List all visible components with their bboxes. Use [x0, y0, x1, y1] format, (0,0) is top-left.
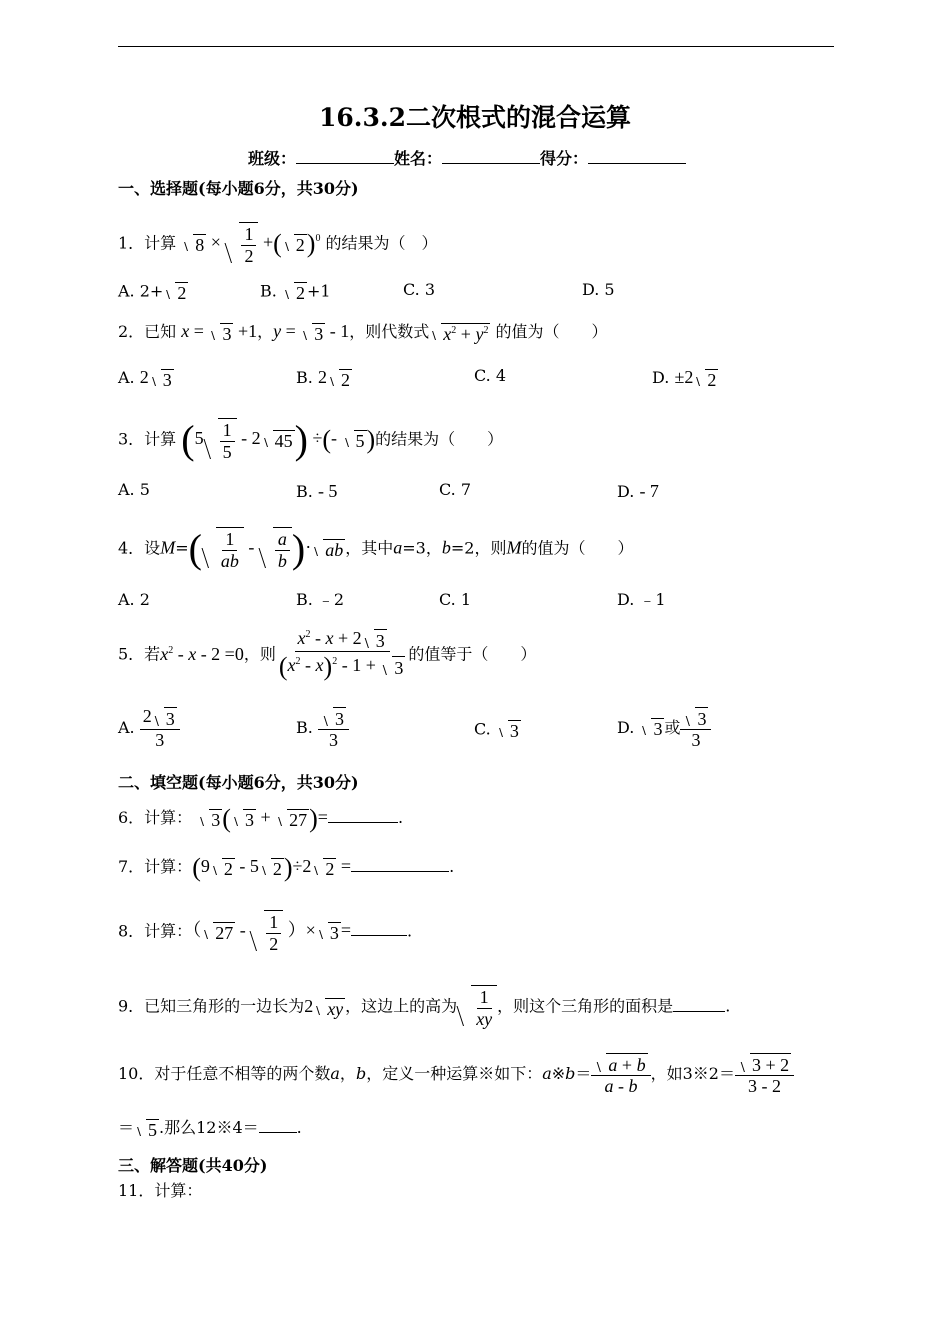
q3-option-c[interactable]: C. 7	[439, 480, 472, 499]
q5-option-d[interactable]: D. 3 或 $\frac{3}{3}$	[617, 706, 711, 751]
q5-option-c[interactable]: C. 3	[474, 719, 519, 741]
question-11: 11．计算：	[118, 1181, 203, 1200]
q4-option-b[interactable]: B. ﹣2	[296, 590, 345, 609]
name-label: 姓名：	[394, 149, 443, 168]
q3-option-d[interactable]: D. - 7	[617, 481, 659, 501]
q7-answer-blank[interactable]	[351, 857, 449, 872]
header-rule	[118, 46, 834, 47]
question-2: 2．已知 x = 3 +1，y = 3 - 1，则代数式 $x^2 + y^2$ 的值为（ ）	[118, 321, 608, 344]
question-6: 6．计算： 3( 3 + 27)= .	[118, 804, 404, 833]
question-9: 9．已知三角形的一边长为2 xy ，这边上的高为 $\frac{1}{xy}$ ，则这个三角形的面积是 .	[118, 987, 731, 1029]
question-8: 8．计算：（ 27 - $\frac{1}{2}$ ）× 3 = .	[118, 912, 413, 954]
question-4: 4．设M=( $\frac{1}{ab}$ - $\frac{a}{b}$ )· ab ，其中a=3，b=2，则M的值为（ ）	[118, 526, 634, 572]
q2-option-d[interactable]: D. ±2 2	[652, 367, 717, 390]
q2-option-b[interactable]: B. 2 2	[296, 367, 350, 390]
class-blank[interactable]	[296, 149, 394, 164]
q3-option-a[interactable]: A. 5	[118, 480, 150, 499]
q1-option-d[interactable]: D. 5	[582, 280, 615, 299]
question-3: 3．计算 (5 $\frac{1}{5}$ - 2 45) ÷(- 5)的结果为（ ）	[118, 417, 504, 463]
q5-option-b[interactable]: B. $\frac{3}{3}$	[296, 706, 349, 751]
score-label: 得分：	[540, 149, 589, 168]
score-blank[interactable]	[588, 149, 686, 164]
q10-answer-blank[interactable]	[259, 1118, 297, 1133]
q1-option-c[interactable]: C. 3	[403, 280, 436, 299]
question-10-line-2: ＝ 5 .那么12※4＝ .	[118, 1118, 302, 1140]
name-blank[interactable]	[442, 149, 540, 164]
question-5: 5．若$x^2 - x - 2 =0$，则 $\frac{x^2 - x + 2 3}{(x^2 - x)^2 - 1 + 3}$ 的值等于（ ）	[118, 628, 537, 682]
q8-answer-blank[interactable]	[351, 921, 407, 936]
q2-option-c[interactable]: C. 4	[474, 366, 507, 385]
q4-option-a[interactable]: A. 2	[118, 590, 150, 609]
question-7: 7．计算：(9 2 - 5 2)÷2 2 = .	[118, 853, 455, 882]
page-title: 16.3.2二次根式的混合运算	[319, 103, 631, 132]
q5-option-a[interactable]: A. $\frac{2 3}{3}$	[118, 706, 180, 751]
q9-answer-blank[interactable]	[673, 997, 725, 1012]
question-1: 1．计算 8 × $\frac{1}{2}$ +( 2)$^0$ 的结果为（ ）	[118, 224, 438, 266]
student-info-line	[248, 146, 686, 169]
section-heading-solve: 三、解答题(共40分)	[118, 1156, 268, 1175]
section-heading-fill: 二、填空题(每小题6分，共30分)	[118, 773, 359, 792]
q2-option-a[interactable]: A. 2 3	[118, 367, 172, 390]
class-label: 班级：	[248, 149, 297, 168]
q4-option-d[interactable]: D. ﹣1	[617, 590, 666, 609]
q6-answer-blank[interactable]	[328, 808, 398, 823]
q1-option-a[interactable]: A. 2+ 2	[118, 281, 187, 303]
q1-option-b[interactable]: B. 2 +1	[260, 281, 331, 303]
question-10: 10．对于任意不相等的两个数a，b，定义一种运算※如下：a※b＝ $\frac{a + b}{a - b}$ ，如3※2＝ $\frac{3 + 2}{3 - 2}$	[118, 1052, 794, 1097]
section-heading-choice: 一、选择题(每小题6分，共30分)	[118, 179, 359, 198]
q3-option-b[interactable]: B. - 5	[296, 481, 338, 501]
q4-option-c[interactable]: C. 1	[439, 590, 472, 609]
